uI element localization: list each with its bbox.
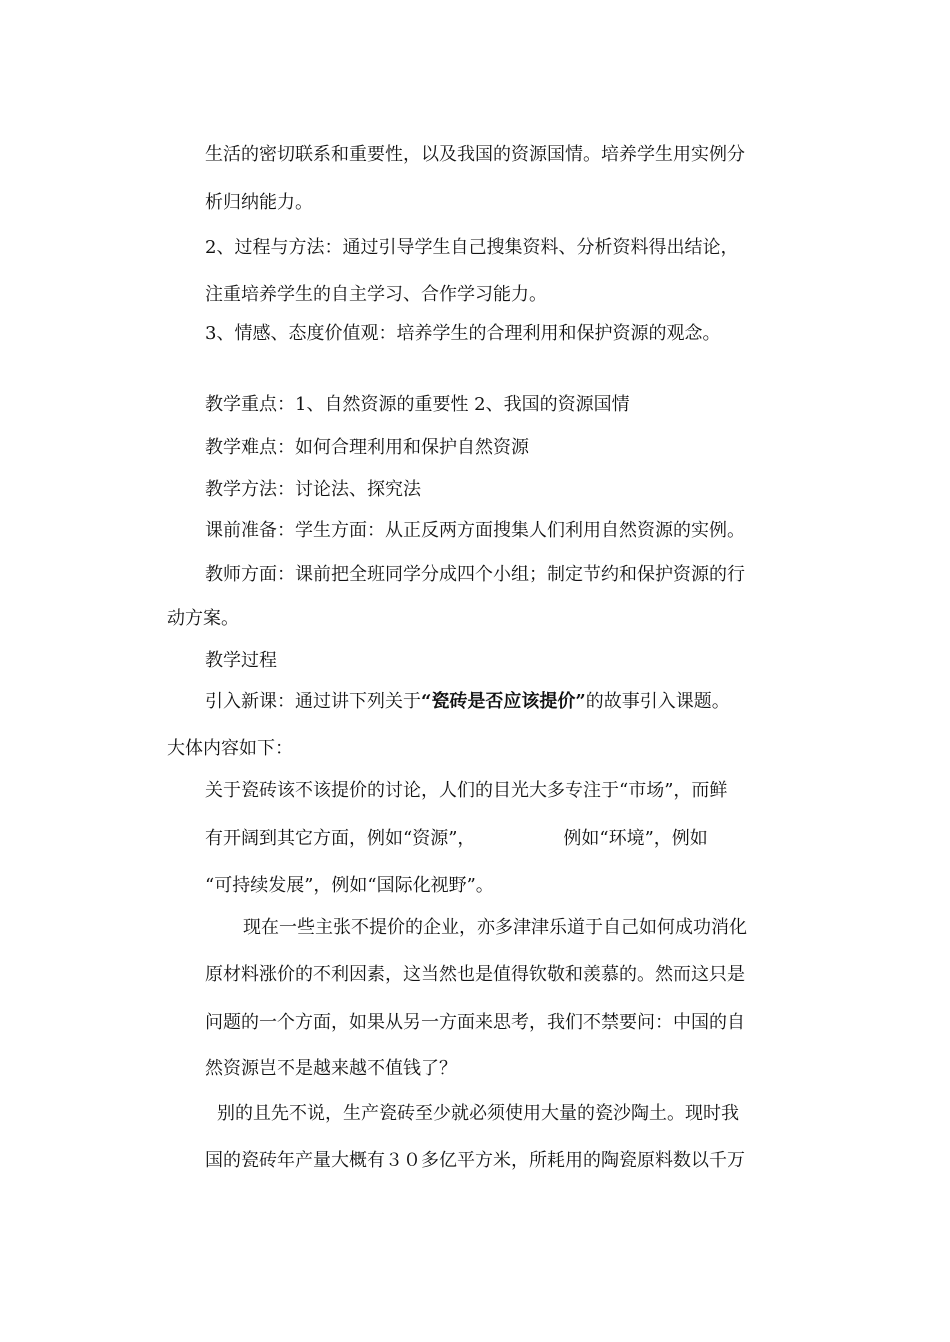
story-p3-line-1: 别的且先不说，生产瓷砖至少就必须使用大量的瓷沙陶土。现时我	[217, 1103, 739, 1124]
prep-teacher-line-1: 教师方面：课前把全班同学分成四个小组；制定节约和保护资源的行	[205, 564, 745, 585]
objective-process-line-2: 注重培养学生的自主学习、合作学习能力。	[205, 284, 547, 305]
methods: 教学方法：讨论法、探究法	[205, 479, 421, 500]
story-p2-line-2: 原材料涨价的不利因素，这当然也是值得钦敬和羡慕的。然而这只是	[205, 964, 745, 985]
difficulty: 教学难点：如何合理利用和保护自然资源	[205, 437, 529, 458]
intro-prefix: 引入新课：通过讲下列关于	[205, 691, 421, 712]
objective-line-1: 生活的密切联系和重要性，以及我国的资源国情。培养学生用实例分	[205, 144, 745, 165]
story-p1-line-2b: 例如“环境”，例如	[563, 828, 708, 849]
objective-line-2: 析归纳能力。	[205, 192, 313, 213]
intro-line-1	[205, 690, 730, 714]
prep-teacher-line-2: 动方案。	[167, 608, 239, 629]
objective-process-line-1: 2、过程与方法：通过引导学生自己搜集资料、分析资料得出结论，	[205, 237, 739, 258]
objective-emotion: 3、情感、态度价值观：培养学生的合理利用和保护资源的观念。	[205, 323, 721, 344]
story-p3-line-2: 国的瓷砖年产量大概有３０多亿平方米，所耗用的陶瓷原料数以千万	[205, 1150, 745, 1171]
intro-suffix: 的故事引入课题。	[585, 691, 730, 712]
story-p2-line-4: 然资源岂不是越来越不值钱了？	[205, 1058, 457, 1079]
story-p1-line-3: “可持续发展”，例如“国际化视野”。	[205, 875, 494, 896]
story-p1-line-2	[205, 827, 708, 851]
process-title: 教学过程	[205, 650, 277, 671]
prep-student: 课前准备：学生方面：从正反两方面搜集人们利用自然资源的实例。	[205, 520, 745, 541]
story-p1-line-2a: 有开阔到其它方面，例如“资源”，	[205, 828, 476, 849]
story-title: “瓷砖是否应该提价”	[421, 691, 586, 712]
story-p1-line-1: 关于瓷砖该不该提价的讨论，人们的目光大多专注于“市场”，而鲜	[205, 780, 728, 801]
key-points: 教学重点：1、自然资源的重要性 2、我国的资源国情	[205, 394, 630, 415]
story-p2-line-3: 问题的一个方面，如果从另一方面来思考，我们不禁要问：中国的自	[205, 1012, 745, 1033]
story-p2-line-1: 现在一些主张不提价的企业，亦多津津乐道于自己如何成功消化	[243, 917, 747, 938]
intro-line-2: 大体内容如下：	[167, 738, 293, 759]
